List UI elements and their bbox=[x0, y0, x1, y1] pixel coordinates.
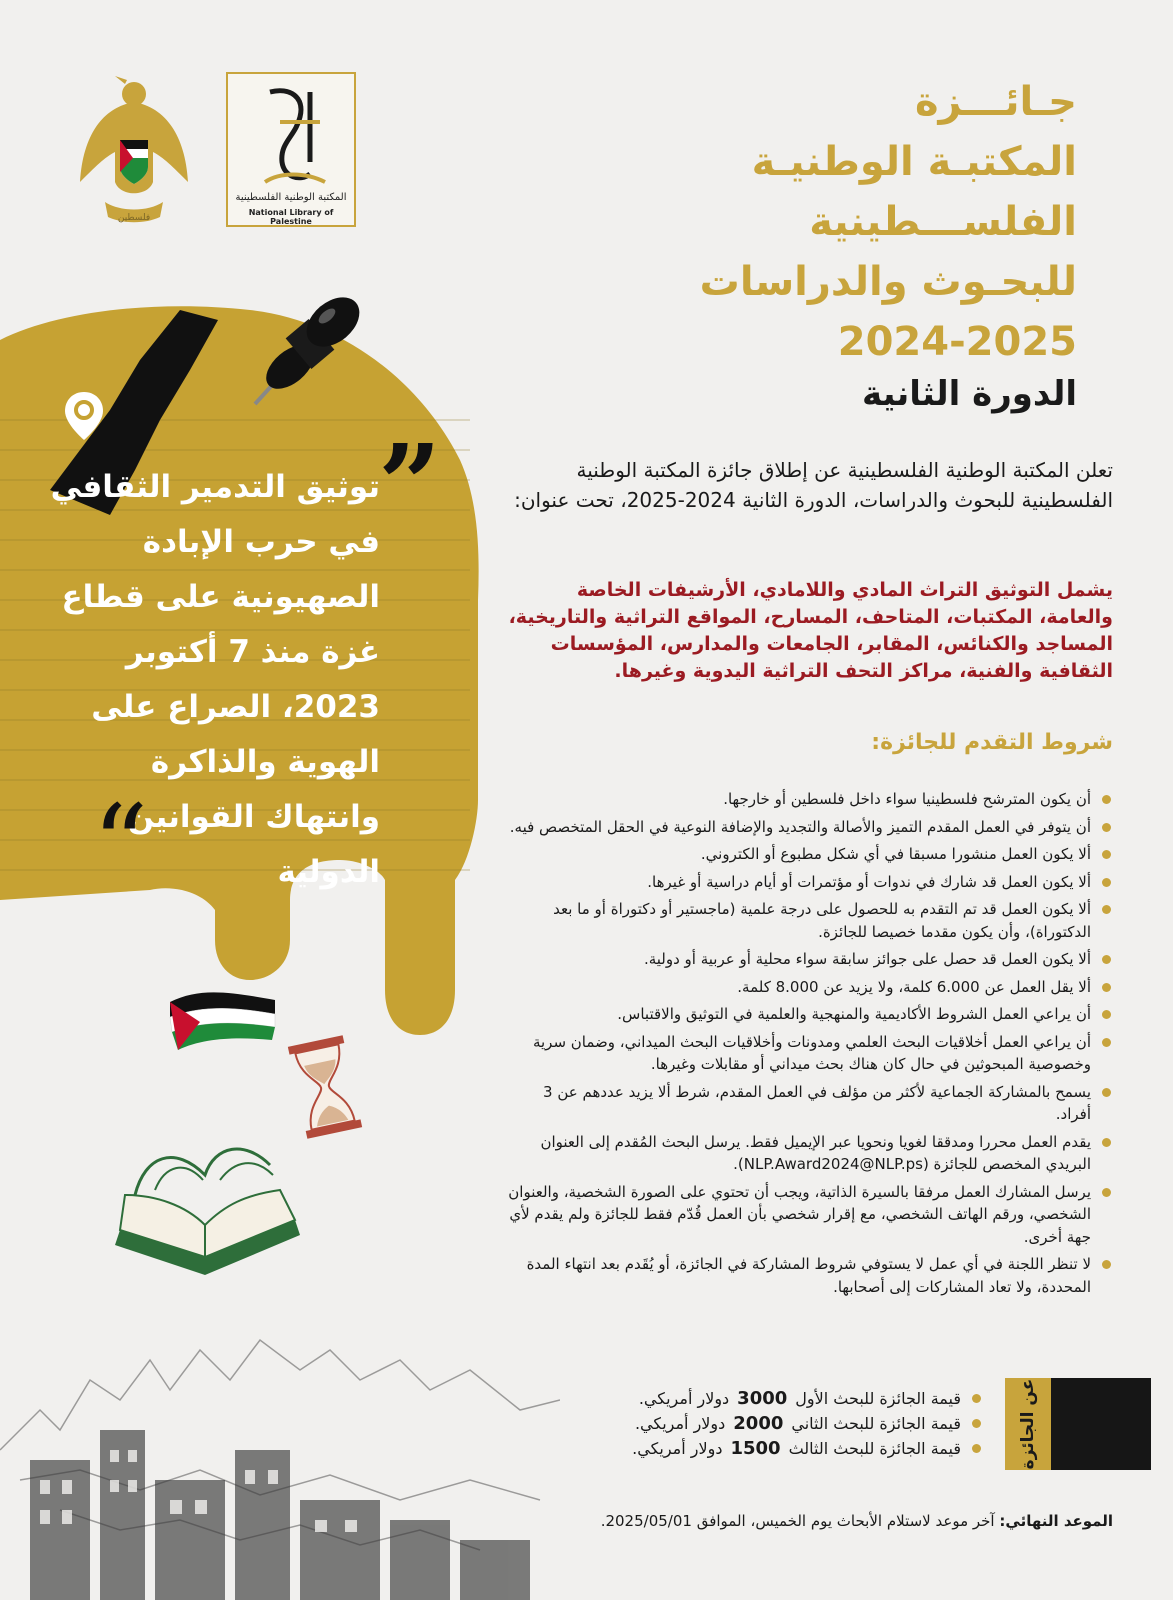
prize-tab-label: عن الجائزة bbox=[1018, 1378, 1038, 1470]
scope-paragraph: يشمل التوثيق التراث المادي واللامادي، الأرشيفات الخاصة والعامة، المكتبات، المتاحف، المسارح، المواقع التراثية والتاريخية، المساجد والكنائس، المقابر، الجامعات والمدارس، المؤسسات الثقافية والفنية، مراكز التحف التراثية اليدوية وغيرها. bbox=[508, 579, 1113, 682]
bullet-icon bbox=[1102, 1138, 1111, 1147]
prize-item: قيمة الجائزة للبحث الأول3000دولار أمريكي. bbox=[563, 1386, 983, 1411]
title-line: جـائـــزة bbox=[914, 79, 1077, 125]
prize-item: قيمة الجائزة للبحث الثالث1500دولار أمريكي. bbox=[563, 1436, 983, 1461]
prize-dark-block bbox=[1051, 1378, 1151, 1470]
quote-text: توثيق التدمير الثقافي في حرب الإبادة الصهيونية على قطاع غزة منذ 7 أكتوبر 2023، الصراع على الهوية والذاكرة وانتهاك القوانين الدولية bbox=[50, 469, 380, 890]
conditions-title: شروط التقدم للجائزة: bbox=[871, 730, 1113, 755]
intro-paragraph: تعلن المكتبة الوطنية الفلسطينية عن إطلاق جائزة المكتبة الوطنية الفلسطينية للبحوث والدراسات، الدورة الثانية 2024-2025، تحت عنوان: bbox=[514, 458, 1113, 512]
bullet-icon bbox=[1102, 878, 1111, 887]
nlp-calligraphy-icon bbox=[250, 82, 334, 192]
title-line: المكتبـة الوطنيـة bbox=[751, 139, 1077, 185]
bullet-icon bbox=[1102, 1188, 1111, 1197]
bullet-icon bbox=[1102, 1260, 1111, 1269]
bullet-icon bbox=[1102, 823, 1111, 832]
nlp-name-english: National Library of Palestine bbox=[248, 208, 334, 226]
bullet-icon bbox=[1102, 905, 1111, 914]
condition-item: ألا يكون العمل منشورا مسبقا في أي شكل مطبوع أو الكتروني. bbox=[508, 843, 1113, 866]
bullet-icon bbox=[1102, 955, 1111, 964]
deadline-label: الموعد النهائي: bbox=[999, 1512, 1113, 1530]
pushpin-icon bbox=[245, 292, 365, 410]
title-year: 2024-2025 bbox=[837, 319, 1077, 365]
bullet-icon bbox=[1102, 1088, 1111, 1097]
title-line: للبحـوث والدراسات bbox=[699, 259, 1077, 305]
book-icon bbox=[95, 1135, 310, 1305]
bullet-icon bbox=[1102, 795, 1111, 804]
bullet-icon bbox=[1102, 983, 1111, 992]
condition-item: يرسل المشارك العمل مرفقا بالسيرة الذاتية، ويجب أن تحتوي على الصورة الشخصية، والعنوان الشخصي، ورقم الهاتف الشخصي، مع إقرار شخصي بأن العمل قُدّم فقط للجائزة ولم يقدم لأي جهة أخرى. bbox=[508, 1181, 1113, 1249]
condition-item: ألا يكون العمل قد تم التقدم به للحصول على درجة علمية (ماجستير أو دكتوراة أو ما بعد الدكتوراة)، وأن يكون مقدما خصيصا للجائزة. bbox=[508, 898, 1113, 943]
condition-item: أن يراعي العمل الشروط الأكاديمية والمنهجية والعلمية في التوثيق والاقتباس. bbox=[508, 1003, 1113, 1026]
prize-tab bbox=[1005, 1378, 1051, 1470]
title-line: الفلســـطينية bbox=[809, 199, 1077, 245]
condition-item: أن يكون المترشح فلسطينيا سواء داخل فلسطين أو خارجها. bbox=[508, 788, 1113, 811]
eagle-emblem-icon bbox=[75, 72, 193, 232]
condition-item: لا تنظر اللجنة في أي عمل لا يستوفي شروط المشاركة في الجائزة، أو يُقَدم بعد انتهاء المدة المحددة، ولا تعاد المشاركات إلى أصحابها. bbox=[508, 1253, 1113, 1298]
edition-label: الدورة الثانية bbox=[861, 374, 1077, 414]
title-block bbox=[517, 72, 1077, 414]
location-pin-icon bbox=[62, 390, 106, 442]
condition-item: ألا يكون العمل قد شارك في ندوات أو مؤتمرات أو أيام دراسية أو غيرها. bbox=[508, 871, 1113, 894]
bullet-icon bbox=[1102, 1038, 1111, 1047]
condition-item: أن يتوفر في العمل المقدم التميز والأصالة والتجديد والإضافة النوعية في الحقل المتخصص فيه. bbox=[508, 816, 1113, 839]
condition-item: يسمح بالمشاركة الجماعية لأكثر من مؤلف في العمل المقدم، شرط ألا يزيد عددهم عن 3 أفراد. bbox=[508, 1081, 1113, 1126]
condition-item: أن يراعي العمل أخلاقيات البحث العلمي ومدونات وأخلاقيات البحث الميداني، وضمان سرية وخصوصية المبحوثين في حال كان هناك بحث ميداني أو مقابلات وغيرها. bbox=[508, 1031, 1113, 1076]
condition-item: ألا يقل العمل عن 6.000 كلمة، ولا يزيد عن 8.000 كلمة. bbox=[508, 976, 1113, 999]
palestine-flag-icon bbox=[160, 982, 280, 1062]
eagle-caption: فلسطين bbox=[117, 213, 151, 223]
deadline bbox=[601, 1512, 1113, 1530]
bullet-icon bbox=[972, 1394, 981, 1403]
bullet-icon bbox=[1102, 1010, 1111, 1019]
bullet-icon bbox=[1102, 850, 1111, 859]
conditions-list bbox=[508, 788, 1113, 1303]
quote-open-mark: ” bbox=[378, 420, 442, 549]
deadline-text: آخر موعد لاستلام الأبحاث يوم الخميس، الموافق 2025/05/01. bbox=[600, 1512, 995, 1530]
hourglass-icon bbox=[285, 1032, 365, 1142]
prizes-list bbox=[563, 1386, 983, 1461]
bullet-icon bbox=[972, 1444, 981, 1453]
nlp-logo bbox=[226, 72, 356, 227]
prize-item: قيمة الجائزة للبحث الثاني2000دولار أمريكي. bbox=[563, 1411, 983, 1436]
nlp-name-arabic: المكتبة الوطنية الفلسطينية bbox=[235, 192, 347, 203]
bullet-icon bbox=[972, 1419, 981, 1428]
condition-item: يقدم العمل محررا ومدققا لغويا ونحويا عبر الإيميل فقط. يرسل البحث المُقدم إلى العنوان البريدي المخصص للجائزة (NLP.Award2024@NLP.ps). bbox=[508, 1131, 1113, 1176]
condition-item: ألا يكون العمل قد حصل على جوائز سابقة سواء محلية أو عربية أو دولية. bbox=[508, 948, 1113, 971]
quote-close-mark: “ bbox=[92, 781, 149, 909]
